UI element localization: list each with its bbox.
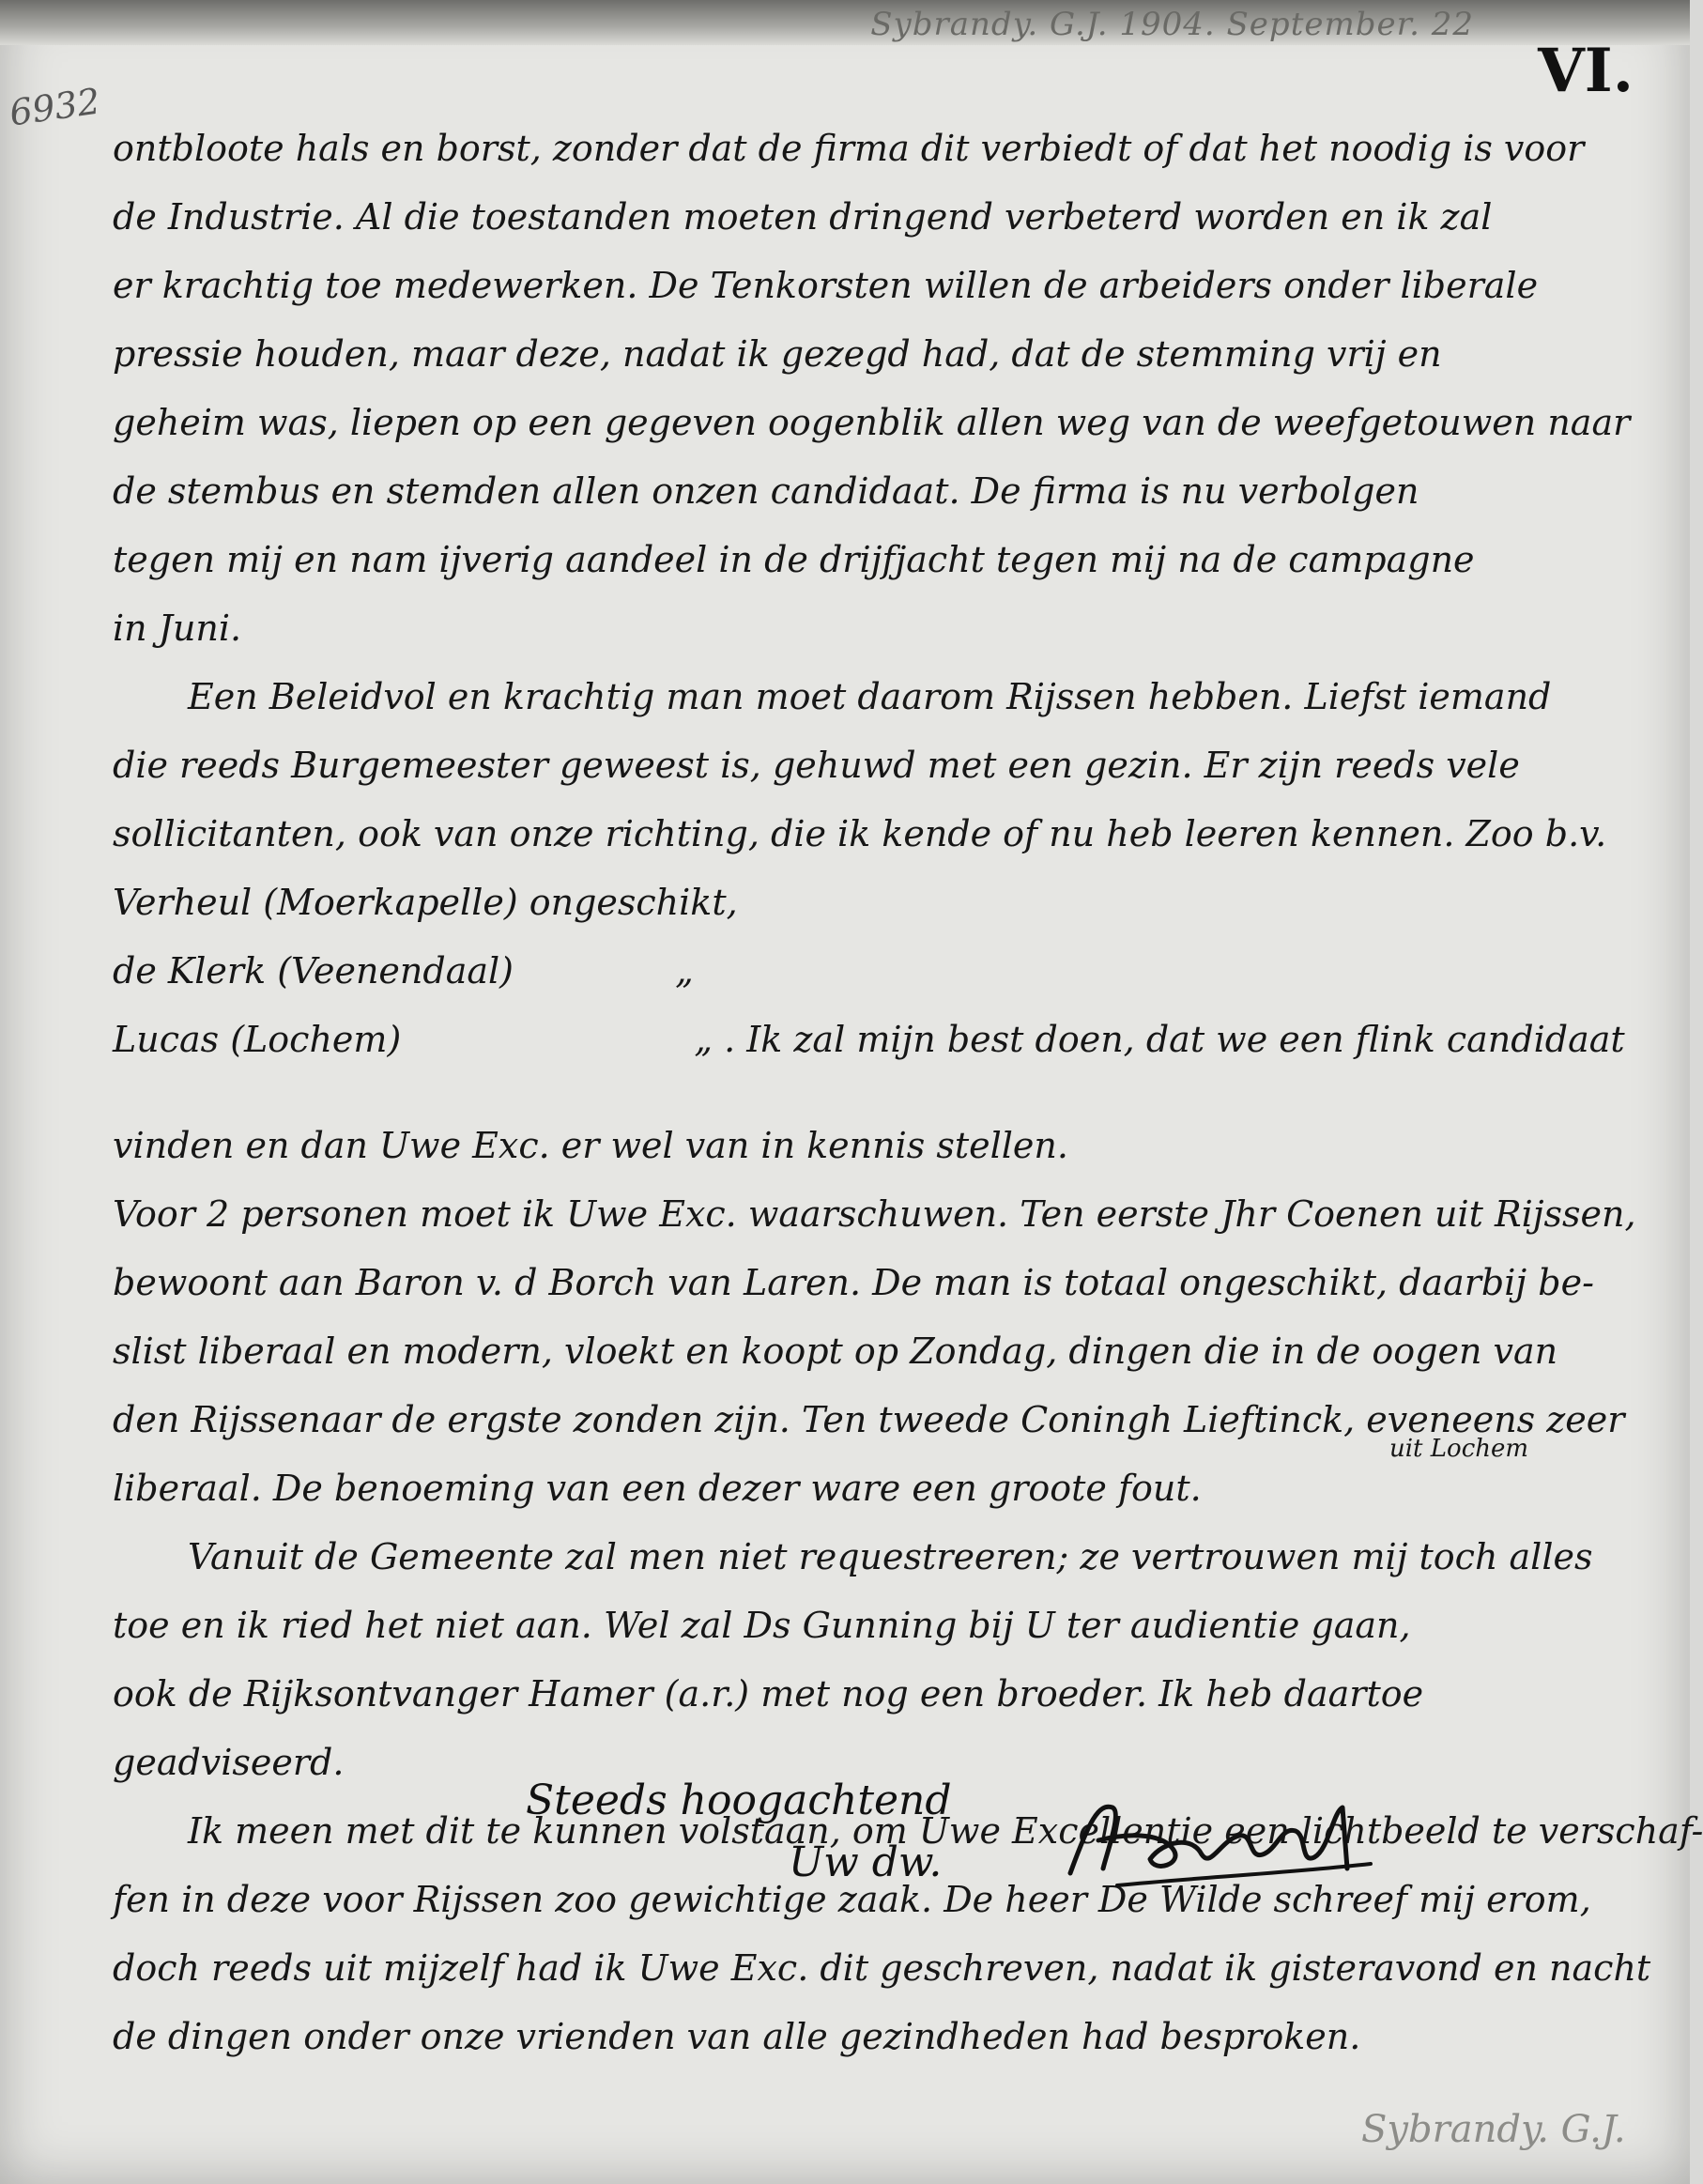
archive-footer-note: Sybrandy. G.J. xyxy=(1361,2108,1626,2151)
page-number: VI. xyxy=(1538,36,1634,106)
letter-line: Verheul (Moerkapelle) ongeschikt, xyxy=(113,882,738,923)
letter-line: den Rijssenaar de ergste zonden zijn. Ten tweede Coningh Lieftinck, eveneens zeer xyxy=(113,1399,1625,1440)
letter-line: de dingen onder onze vrienden van alle gezindheden had besproken. xyxy=(113,2016,1361,2057)
letter-line-text: liberaal. De benoeming van een dezer ware een groote fout. xyxy=(113,1468,1202,1509)
letter-line: die reeds Burgemeester geweest is, gehuwd met een gezin. Er zijn reeds vele xyxy=(113,745,1520,786)
letter-line: slist liberaal en modern, vloekt en koopt op Zondag, dingen die in de oogen van xyxy=(113,1330,1558,1372)
letter-line: fen in deze voor Rijssen zoo gewichtige zaak. De heer De Wilde schreef mij erom, xyxy=(113,1879,1591,1920)
letter-line: de stembus en stemden allen onzen candidaat. De firma is nu verbolgen xyxy=(113,470,1419,512)
letter-line xyxy=(113,1435,1634,1523)
archive-note: Sybrandy. G.J. 1904. September. 22 xyxy=(870,6,1474,43)
letter-line: er krachtig toe medewerken. De Tenkorsten willen de arbeiders onder liberale xyxy=(113,265,1539,306)
letter-line: tegen mij en nam ijverig aandeel in de drijfjacht tegen mij na de campagne xyxy=(113,539,1475,580)
letter-line-continuation: . Ik zal mijn best doen, dat we een flink candidaat xyxy=(724,1019,1625,1060)
letter-line: Vanuit de Gemeente zal men niet requestreeren; ze vertrouwen mij toch alles xyxy=(188,1536,1593,1577)
handwritten-signature xyxy=(1061,1784,1380,1897)
ditto-mark: „ xyxy=(675,950,694,992)
letter-line: sollicitanten, ook van onze richting, die ik kende of nu heb leeren kennen. Zoo b.v. xyxy=(113,813,1607,854)
candidate-line xyxy=(113,1006,1634,1074)
letter-line: geadviseerd. xyxy=(113,1742,345,1783)
closing xyxy=(526,1770,952,1894)
insertion-note: uit Lochem xyxy=(1389,1435,1529,1463)
letter-line: ook de Rijksontvanger Hamer (a.r.) met nog een broeder. Ik heb daartoe xyxy=(113,1673,1424,1715)
letter-line: Een Beleidvol en krachtig man moet daarom Rijssen hebben. Liefst iemand xyxy=(188,676,1552,717)
letter-line: vinden en dan Uwe Exc. er wel van in kennis stellen. xyxy=(113,1125,1068,1166)
ditto-mark: „ xyxy=(694,1019,713,1060)
letter-line: toe en ik ried het niet aan. Wel zal Ds Gunning bij U ter audientie gaan, xyxy=(113,1605,1411,1646)
letter-line: geheim was, liepen op een gegeven oogenblik allen weg van de weefgetouwen naar xyxy=(113,402,1631,443)
line-gap xyxy=(113,1074,1634,1112)
candidate-line xyxy=(113,937,1634,1006)
letter-line: ontbloote hals en borst, zonder dat de firma dit verbiedt of dat het noodig is voor xyxy=(113,128,1585,169)
letter-line: in Juni. xyxy=(113,608,242,649)
closing-line: Steeds hoogachtend xyxy=(526,1776,952,1824)
letter-line: doch reeds uit mijzelf had ik Uwe Exc. dit geschreven, nadat ik gisteravond en nacht xyxy=(113,1947,1651,1989)
letter-line: Voor 2 personen moet ik Uwe Exc. waarschuwen. Ten eerste Jhr Coenen uit Rijssen, xyxy=(113,1193,1636,1235)
letter-line: de Industrie. Al die toestanden moeten dringend verbeterd worden en ik zal xyxy=(113,196,1493,238)
margin-number: 6932 xyxy=(7,80,103,134)
candidate-name: Lucas (Lochem) xyxy=(113,1019,402,1060)
candidate-name: de Klerk (Veenendaal) xyxy=(113,950,514,992)
closing-line: Uw dw. xyxy=(789,1838,943,1886)
letter-line: Ik meen met dit te kunnen volstaan, om Uwe Excellentie een lichtbeeld te verschaf- xyxy=(188,1810,1703,1852)
letter-line: bewoont aan Baron v. d Borch van Laren. De man is totaal ongeschikt, daarbij be- xyxy=(113,1262,1594,1303)
letter-line: pressie houden, maar deze, nadat ik gezegd had, dat de stemming vrij en xyxy=(113,333,1442,375)
